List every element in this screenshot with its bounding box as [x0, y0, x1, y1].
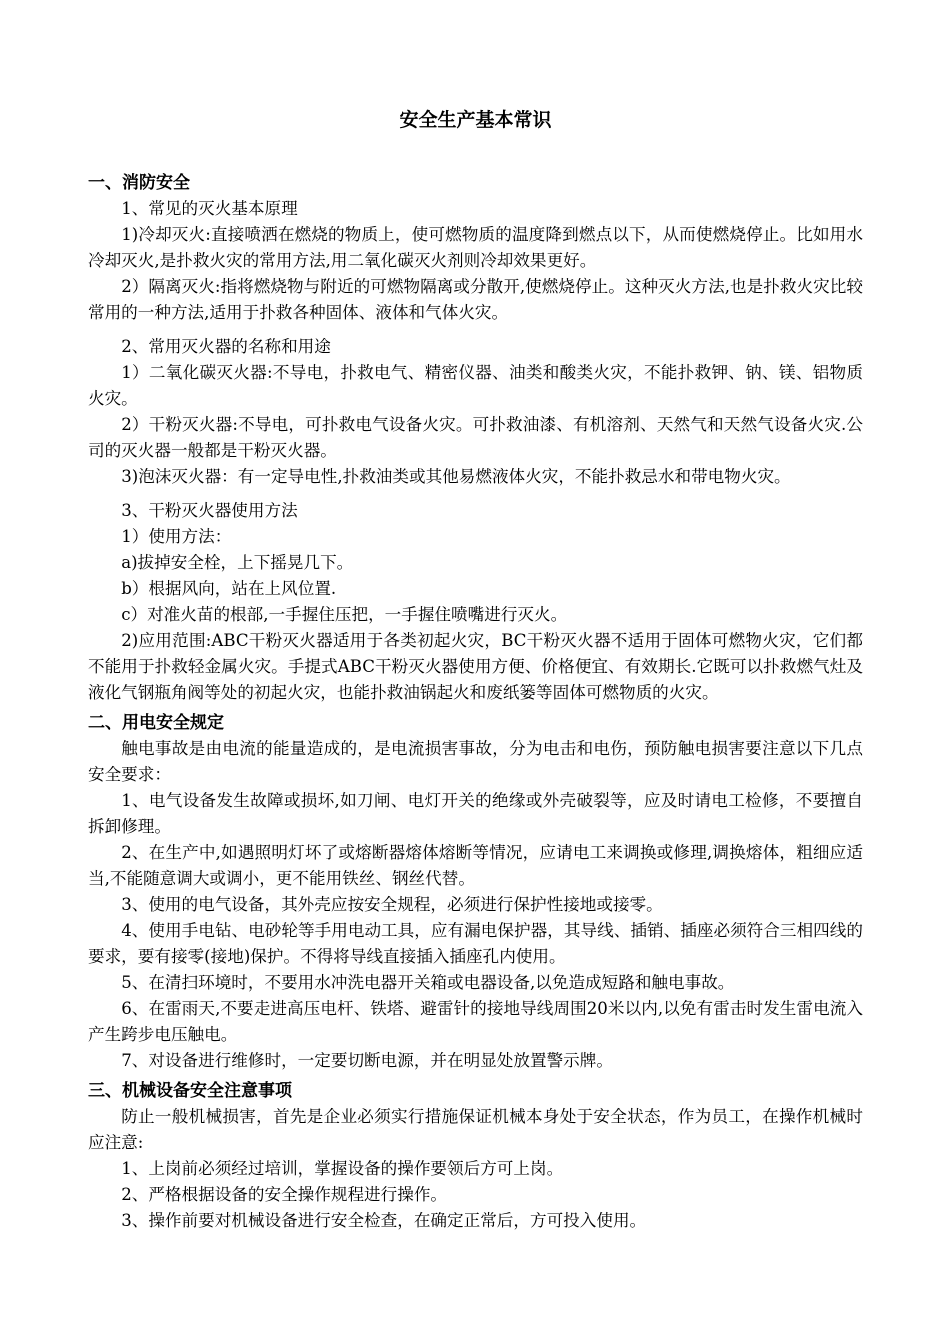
paragraph: 2、严格根据设备的安全操作规程进行操作。: [121, 1185, 448, 1204]
paragraph: 2）隔离灭火:指将燃烧物与附近的可燃物隔离或分散开,使燃烧停止。这种灭火方法,也是扑救火灾比较常用的一种方法,适用于扑救各种固体、液体和气体火灾。: [88, 277, 863, 322]
paragraph: 3、干粉灭火器使用方法: [121, 501, 298, 520]
paragraph: 4、使用手电钻、电砂轮等手用电动工具，应有漏电保护器，其导线、插销、插座必须符合三相四线的要求，要有接零(接地)保护。不得将导线直接插入插座孔内使用。: [88, 921, 863, 966]
paragraph: 1、上岗前必须经过培训，掌握设备的操作要领后方可上岗。: [121, 1159, 564, 1178]
paragraph: c）对准火苗的根部,一手握住压把，一手握住喷嘴进行灭火。: [121, 605, 568, 624]
section-heading-fire-safety: 一、消防安全: [88, 173, 190, 193]
paragraph: 1、常见的灭火基本原理: [121, 199, 298, 218]
paragraph: 3)泡沫灭火器：有一定导电性,扑救油类或其他易燃液体火灾，不能扑救忌水和带电物火灾。: [121, 467, 791, 486]
paragraph: 触电事故是由电流的能量造成的，是电流损害事故，分为电击和电伤，预防触电损害要注意以下几点安全要求：: [88, 739, 863, 784]
paragraph: 2）干粉灭火器:不导电，可扑救电气设备火灾。可扑救油漆、有机溶剂、天然气和天然气设备火灾.公司的灭火器一般都是干粉灭火器。: [88, 415, 863, 460]
paragraph: 6、在雷雨天,不要走进高压电杆、铁塔、避雷针的接地导线周围20米以内,以免有雷击时发生雷电流入产生跨步电压触电。: [88, 999, 863, 1044]
paragraph: 5、在清扫环境时，不要用水冲洗电器开关箱或电器设备,以免造成短路和触电事故。: [121, 973, 735, 992]
paragraph: a)拔掉安全栓，上下摇晃几下。: [121, 553, 354, 572]
paragraph: 1、电气设备发生故障或损坏,如刀闸、电灯开关的绝缘或外壳破裂等，应及时请电工检修，不要擅自拆卸修理。: [88, 791, 863, 836]
section-heading-electrical-safety: 二、用电安全规定: [88, 713, 224, 733]
paragraph: 7、对设备进行维修时，一定要切断电源，并在明显处放置警示牌。: [121, 1051, 613, 1070]
paragraph: b）根据风向，站在上风位置.: [121, 579, 337, 598]
paragraph: 2)应用范围:ABC干粉灭火器适用于各类初起火灾，BC干粉灭火器不适用于固体可燃物火灾，它们都不能用于扑救轻金属火灾。手提式ABC干粉灭火器使用方便、价格便宜、有效期长.它既可以扑救燃气灶及液化气钢瓶角阀等处的初起火灾，也能扑救油锅起火和废纸篓等固体可燃物质的火灾。: [88, 631, 863, 702]
paragraph: 3、使用的电气设备，其外壳应按安全规程，必须进行保护性接地或接零。: [121, 895, 663, 914]
section-heading-machinery-safety: 三、机械设备安全注意事项: [88, 1081, 292, 1101]
document-body: [88, 170, 863, 1234]
paragraph: 2、在生产中,如遇照明灯坏了或熔断器熔体熔断等情况，应请电工来调换或修理,调换熔体，粗细应适当,不能随意调大或调小，更不能用铁丝、钢丝代替。: [88, 843, 863, 888]
paragraph: 2、常用灭火器的名称和用途: [121, 337, 331, 356]
paragraph: 3、操作前要对机械设备进行安全检查，在确定正常后，方可投入使用。: [121, 1211, 647, 1230]
paragraph: 1）使用方法：: [121, 527, 232, 546]
paragraph: 1）二氧化碳灭火器:不导电，扑救电气、精密仪器、油类和酸类火灾，不能扑救钾、钠、镁、铝物质火灾。: [88, 363, 863, 408]
paragraph: 1)冷却灭火:直接喷洒在燃烧的物质上，使可燃物质的温度降到燃点以下，从而使燃烧停止。比如用水冷却灭火,是扑救火灾的常用方法,用二氧化碳灭火剂则冷却效果更好。: [88, 225, 863, 270]
paragraph: 防止一般机械损害，首先是企业必须实行措施保证机械本身处于安全状态，作为员工，在操作机械时应注意:: [88, 1107, 863, 1152]
page-title: 安全生产基本常识: [399, 109, 552, 131]
